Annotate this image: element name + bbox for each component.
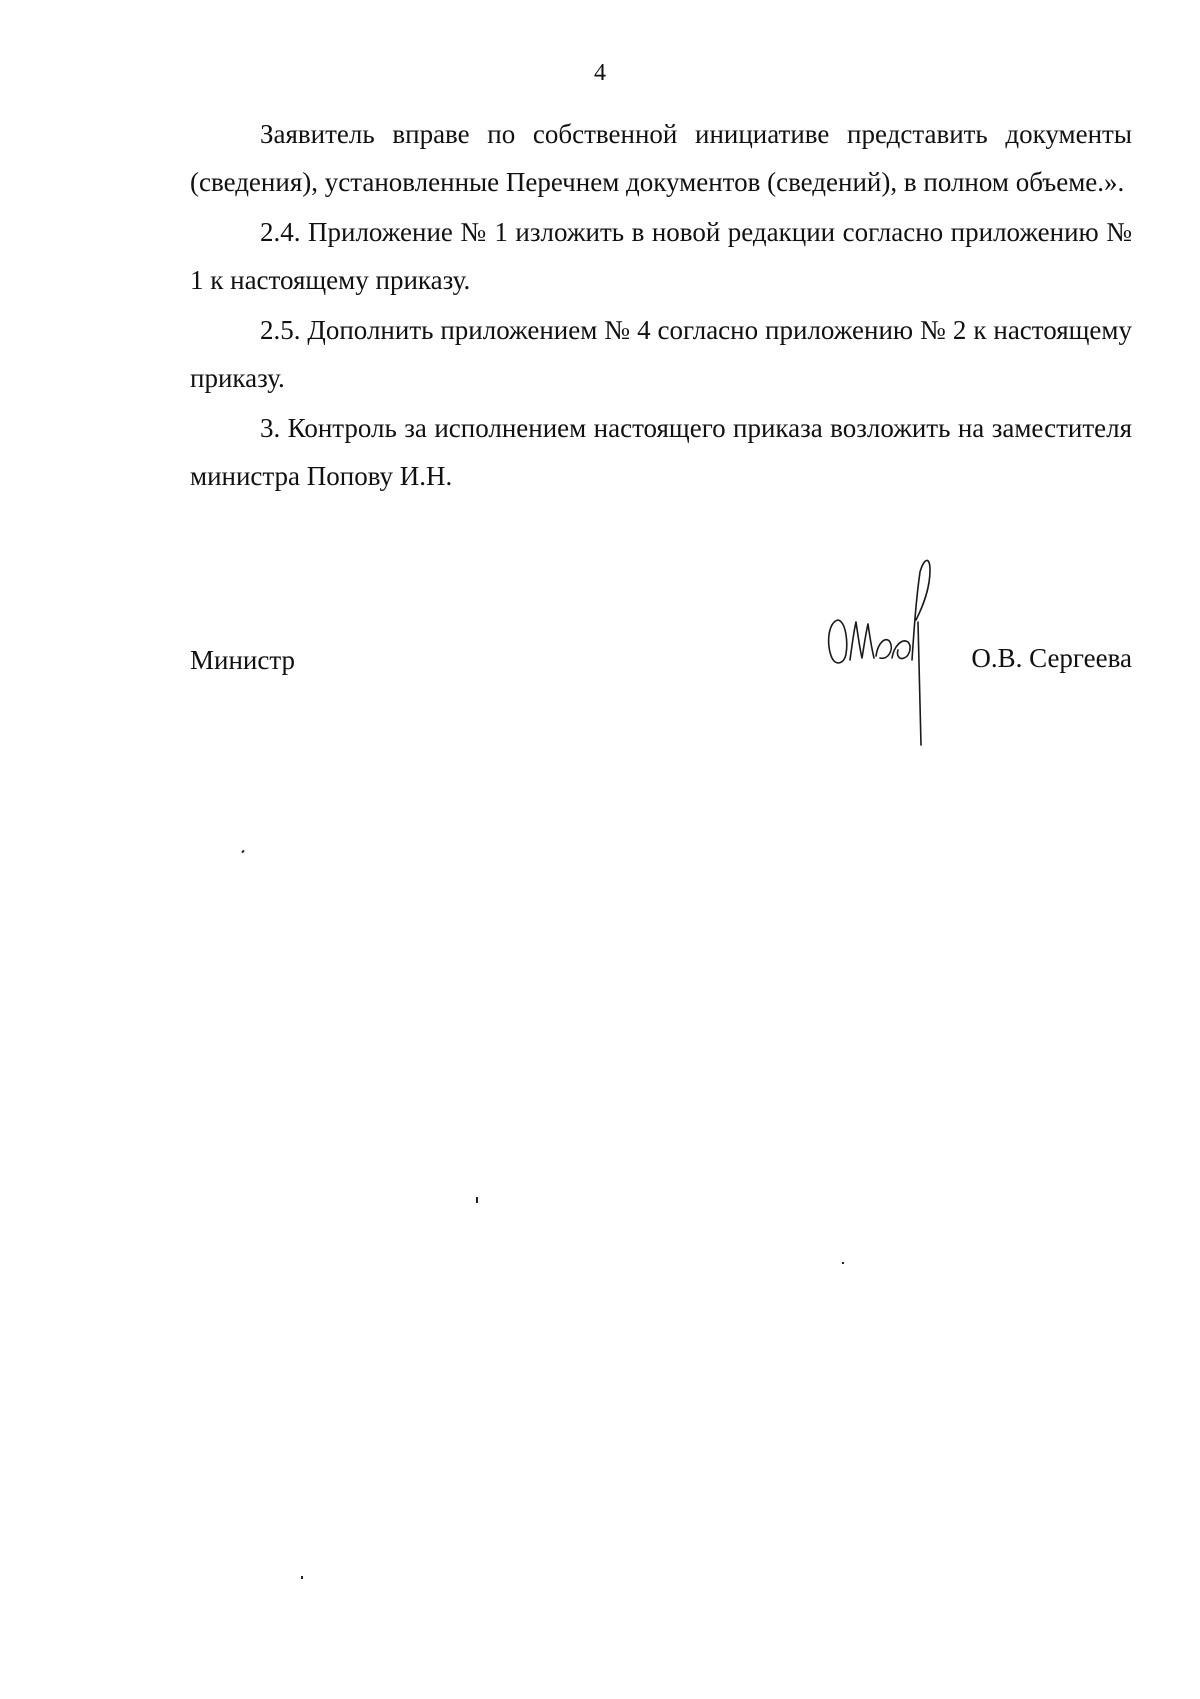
paragraph-2-4: 2.4. Приложение № 1 изложить в новой редакции согласно приложению № 1 к настоящему приказу. — [190, 217, 1132, 295]
scan-speck — [842, 1262, 844, 1264]
scan-speck — [301, 1576, 303, 1579]
page-number: 4 — [594, 60, 606, 86]
signatory-position: Министр — [190, 645, 295, 675]
signatory-name: О.В. Сергеева — [971, 643, 1132, 673]
scan-speck — [241, 850, 244, 854]
paragraph-3: 3. Контроль за исполнением настоящего приказа возложить на заместителя министра Попову И.Н. — [190, 413, 1132, 491]
paragraph-applicant-rights: Заявитель вправе по собственной инициативе представить документы (сведения), установленные Перечнем документов (сведений), в полном объеме.». — [190, 119, 1132, 197]
paragraph-2-5: 2.5. Дополнить приложением № 4 согласно приложению № 2 к настоящему приказу. — [190, 315, 1132, 393]
document-body — [190, 110, 1132, 502]
handwritten-signature-icon — [820, 550, 950, 760]
signature-block — [190, 580, 1132, 780]
scan-speck — [476, 1197, 478, 1203]
